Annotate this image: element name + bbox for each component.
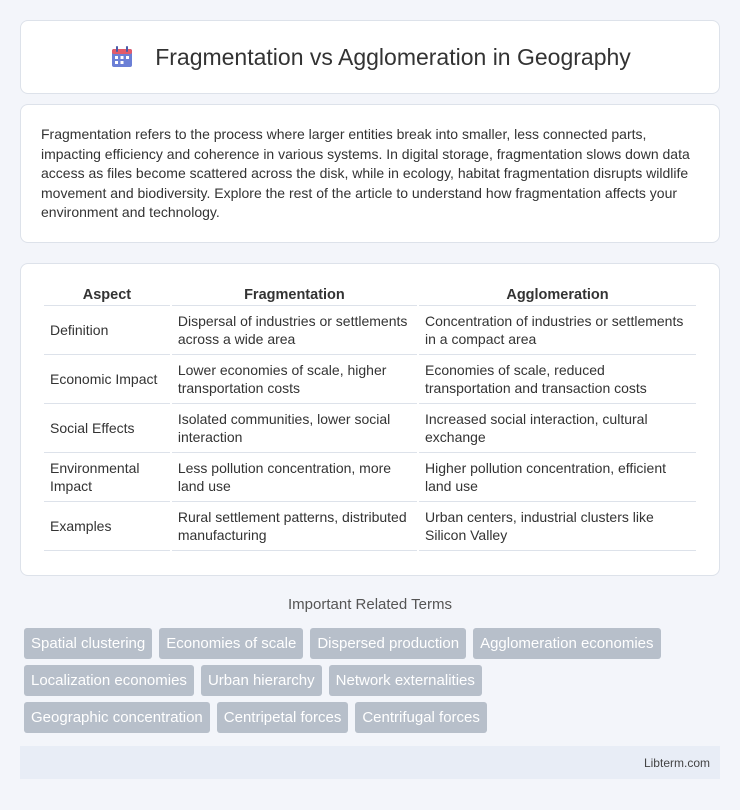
page-title: Fragmentation vs Agglomeration in Geography — [155, 43, 631, 70]
tag-geographic-concentration[interactable]: Geographic concentration — [24, 702, 210, 733]
tag-localization-economies[interactable]: Localization economies — [24, 665, 194, 696]
tag-economies-of-scale[interactable]: Economies of scale — [159, 628, 303, 659]
tag-network-externalities[interactable]: Network externalities — [329, 665, 482, 696]
table-cell: Less pollution concentration, more land use — [172, 453, 417, 502]
table-row — [44, 306, 696, 355]
table-cell: Lower economies of scale, higher transportation costs — [172, 355, 417, 404]
table-row — [44, 502, 696, 551]
footer — [20, 746, 720, 779]
tag-agglomeration-economies[interactable]: Agglomeration economies — [473, 628, 660, 659]
tag-spatial-clustering[interactable]: Spatial clustering — [24, 628, 152, 659]
table-row — [44, 404, 696, 453]
page-header — [20, 20, 720, 94]
tag-centrifugal-forces[interactable]: Centrifugal forces — [355, 702, 487, 733]
table-cell: Definition — [44, 306, 170, 355]
tag-row — [24, 628, 724, 659]
tag-dispersed-production[interactable]: Dispersed production — [310, 628, 466, 659]
table-row — [44, 355, 696, 404]
table-header-row — [44, 284, 696, 306]
footer-link[interactable]: Libterm.com — [643, 756, 710, 770]
column-header: Fragmentation — [172, 284, 417, 306]
table-cell: Rural settlement patterns, distributed manufacturing — [172, 502, 417, 551]
intro-card — [20, 104, 720, 243]
table-cell: Urban centers, industrial clusters like Silicon Valley — [419, 502, 696, 551]
table-cell: Concentration of industries or settlements in a compact area — [419, 306, 696, 355]
table-cell: Isolated communities, lower social interaction — [172, 404, 417, 453]
tag-urban-hierarchy[interactable]: Urban hierarchy — [201, 665, 322, 696]
table-cell: Social Effects — [44, 404, 170, 453]
column-header: Aspect — [44, 284, 170, 306]
tag-row — [24, 702, 724, 733]
intro-text: Fragmentation refers to the process where larger entities break into smaller, less connected parts, impacting efficiency and coherence in various systems. In digital storage, fragmentation slows down data access as files become scattered across the disk, while in ecology, habitat fragmentation disrupts wildlife movement and biodiversity. Explore the rest of the article to understand how fragmentation affects your environment and technology. — [41, 126, 690, 220]
tag-centripetal-forces[interactable]: Centripetal forces — [217, 702, 349, 733]
comparison-table-card — [20, 263, 720, 576]
comparison-table — [42, 284, 698, 551]
table-cell: Economies of scale, reduced transportation and transaction costs — [419, 355, 696, 404]
calendar-icon — [109, 44, 135, 70]
table-cell: Dispersal of industries or settlements across a wide area — [172, 306, 417, 355]
table-cell: Economic Impact — [44, 355, 170, 404]
table-row — [44, 453, 696, 502]
related-terms-list — [24, 628, 724, 739]
table-cell: Higher pollution concentration, efficient land use — [419, 453, 696, 502]
related-terms-title: Important Related Terms — [288, 596, 452, 613]
table-cell: Examples — [44, 502, 170, 551]
column-header: Agglomeration — [419, 284, 696, 306]
table-cell: Increased social interaction, cultural exchange — [419, 404, 696, 453]
table-cell: Environmental Impact — [44, 453, 170, 502]
tag-row — [24, 665, 724, 696]
